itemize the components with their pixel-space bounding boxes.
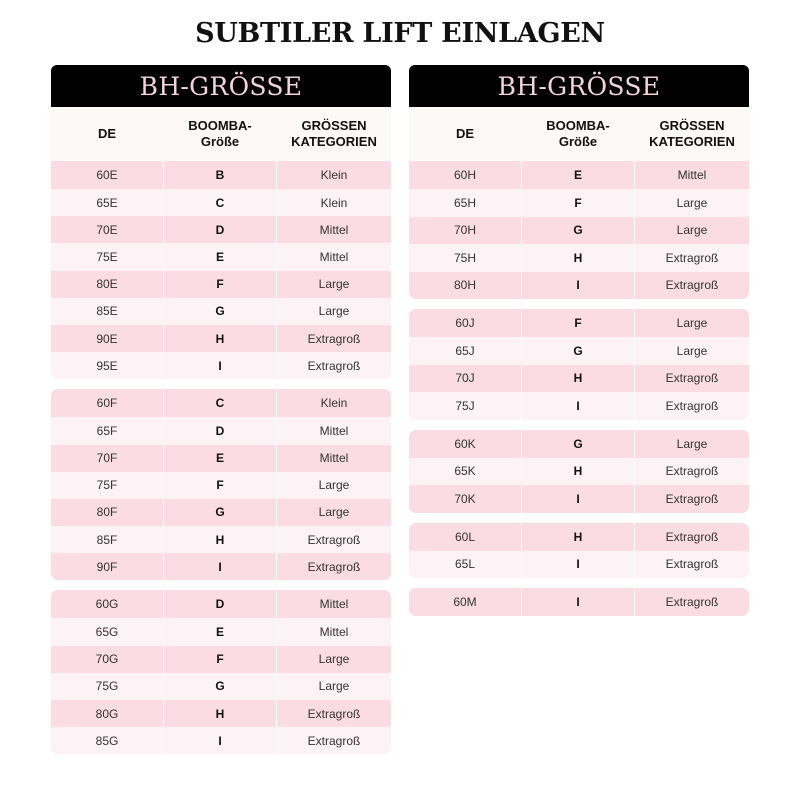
cell-boomba: E <box>163 445 277 472</box>
col-header-kategorien-line2: KATEGORIEN <box>649 134 735 149</box>
cell-boomba: E <box>163 243 277 270</box>
cell-boomba: F <box>521 309 635 337</box>
table-row <box>51 298 391 325</box>
table-row <box>409 244 749 272</box>
cell-kategorie: Mittel <box>319 451 349 466</box>
table-row <box>409 458 749 486</box>
col-header-kategorien-line1: GRÖSSEN <box>301 118 367 133</box>
col-header-kategorien <box>635 118 749 150</box>
cell-kategorie: Klein <box>320 195 348 210</box>
cell-kategorie: Extragroß <box>665 491 719 506</box>
column-headers <box>409 107 749 161</box>
cell-boomba: E <box>521 161 635 189</box>
cell-kategorie: Large <box>676 195 708 210</box>
cell-de: 95E <box>96 358 118 373</box>
cell-de: 60L <box>454 529 476 544</box>
col-header-kategorien-line2: KATEGORIEN <box>291 134 377 149</box>
cell-de: 65H <box>453 195 476 210</box>
table-row <box>51 352 391 379</box>
cell-boomba: G <box>163 499 277 526</box>
cell-de: 60K <box>454 436 476 451</box>
size-table-right <box>409 65 749 616</box>
cell-kategorie: Extragroß <box>307 532 361 547</box>
cell-kategorie: Large <box>318 679 350 694</box>
cell-de: 60M <box>453 595 477 609</box>
cell-boomba: C <box>163 189 277 216</box>
table-row <box>409 161 749 189</box>
table-row <box>409 365 749 393</box>
table-row <box>409 523 749 551</box>
col-header-kategorien-line1: GRÖSSEN <box>659 118 725 133</box>
cell-boomba: D <box>163 216 277 243</box>
table-row <box>409 551 749 579</box>
row-group <box>51 389 391 580</box>
cell-kategorie: Large <box>318 277 350 292</box>
col-header-boomba-line1: BOOMBA- <box>546 118 610 133</box>
page-title: SUBTILER LIFT EINLAGEN <box>195 18 605 49</box>
table-row <box>51 590 391 618</box>
cell-de: 60H <box>453 168 476 182</box>
cell-boomba: H <box>163 700 277 727</box>
cell-boomba: I <box>163 352 277 379</box>
cell-boomba: E <box>163 618 277 645</box>
cell-boomba: C <box>163 389 277 417</box>
cell-kategorie: Extragroß <box>665 595 719 609</box>
table-row <box>51 161 391 189</box>
table-row <box>51 389 391 417</box>
cell-de: 75J <box>455 398 475 413</box>
table-row <box>51 472 391 499</box>
cell-kategorie: Extragroß <box>307 358 361 373</box>
col-header-de: DE <box>455 126 475 141</box>
table-row <box>51 499 391 526</box>
cell-kategorie: Large <box>676 223 708 238</box>
cell-boomba: I <box>163 727 277 754</box>
cell-de: 70F <box>96 451 118 466</box>
table-row <box>51 673 391 700</box>
cell-kategorie: Mittel <box>319 597 349 612</box>
row-groups <box>51 161 391 754</box>
cell-kategorie: Klein <box>320 168 348 182</box>
row-group <box>409 588 749 616</box>
table-row <box>409 217 749 245</box>
table-row <box>51 325 391 352</box>
cell-boomba: H <box>521 458 635 486</box>
table-row <box>409 588 749 616</box>
table-row <box>409 272 749 300</box>
cell-de: 60G <box>95 597 119 612</box>
col-header-boomba-line2: Größe <box>558 134 598 149</box>
cell-de: 90E <box>96 331 118 346</box>
cell-boomba: H <box>163 325 277 352</box>
cell-de: 80E <box>96 277 118 292</box>
cell-boomba: I <box>521 392 635 420</box>
cell-de: 70G <box>95 652 119 667</box>
col-header-boomba <box>521 118 635 150</box>
table-row <box>51 646 391 673</box>
row-group <box>51 590 391 754</box>
table-header: BH-GRÖSSE <box>51 65 391 107</box>
cell-kategorie: Large <box>318 478 350 493</box>
cell-kategorie: Extragroß <box>307 733 361 748</box>
cell-de: 85E <box>96 304 118 319</box>
cell-kategorie: Large <box>318 652 350 667</box>
cell-boomba: D <box>163 590 277 618</box>
table-row <box>409 430 749 458</box>
cell-boomba: G <box>521 217 635 245</box>
cell-boomba: F <box>521 189 635 217</box>
table-row <box>51 271 391 298</box>
cell-de: 65E <box>96 195 118 210</box>
col-header-boomba-line2: Größe <box>200 134 240 149</box>
cell-boomba: H <box>521 523 635 551</box>
cell-kategorie: Large <box>676 436 708 451</box>
cell-de: 70K <box>454 491 476 506</box>
column-headers <box>51 107 391 161</box>
cell-boomba: I <box>521 272 635 300</box>
cell-kategorie: Extragroß <box>307 331 361 346</box>
cell-boomba: F <box>163 472 277 499</box>
cell-kategorie: Extragroß <box>665 371 719 386</box>
cell-de: 75E <box>96 249 118 264</box>
cell-de: 60J <box>455 316 475 330</box>
cell-kategorie: Mittel <box>319 625 349 640</box>
cell-kategorie: Extragroß <box>665 250 719 265</box>
col-header-de: DE <box>97 126 117 141</box>
cell-boomba: F <box>163 271 277 298</box>
cell-boomba: I <box>521 551 635 579</box>
cell-de: 70J <box>455 371 475 386</box>
table-row <box>51 727 391 754</box>
table-row <box>409 337 749 365</box>
table-row <box>51 700 391 727</box>
cell-de: 60F <box>96 396 118 411</box>
cell-de: 65F <box>96 423 118 438</box>
cell-kategorie: Extragroß <box>665 529 719 544</box>
cell-kategorie: Extragroß <box>665 557 719 572</box>
table-row <box>51 553 391 580</box>
cell-boomba: H <box>163 526 277 553</box>
cell-boomba: I <box>521 485 635 513</box>
cell-de: 85G <box>95 733 119 748</box>
cell-kategorie: Mittel <box>319 249 349 264</box>
cell-de: 80H <box>453 278 476 293</box>
row-group <box>409 161 749 299</box>
row-group <box>409 309 749 420</box>
cell-kategorie: Large <box>676 343 708 358</box>
table-row <box>409 189 749 217</box>
table-row <box>51 618 391 645</box>
cell-de: 70H <box>453 223 476 238</box>
cell-kategorie: Extragroß <box>665 464 719 479</box>
cell-kategorie: Large <box>318 505 350 520</box>
size-table-left <box>51 65 391 754</box>
col-header-boomba-line1: BOOMBA- <box>188 118 252 133</box>
cell-de: 75G <box>95 679 119 694</box>
table-header: BH-GRÖSSE <box>409 65 749 107</box>
cell-de: 60E <box>96 168 118 182</box>
table-row <box>51 243 391 270</box>
table-row <box>51 417 391 444</box>
cell-de: 65J <box>455 343 475 358</box>
cell-de: 70E <box>96 222 118 237</box>
cell-boomba: G <box>163 673 277 700</box>
table-row <box>51 189 391 216</box>
col-header-kategorien <box>277 118 391 150</box>
cell-de: 80F <box>96 505 118 520</box>
cell-boomba: F <box>163 646 277 673</box>
cell-boomba: G <box>521 430 635 458</box>
table-row <box>51 526 391 553</box>
cell-kategorie: Mittel <box>677 168 707 182</box>
cell-de: 65K <box>454 464 476 479</box>
row-group <box>409 430 749 513</box>
table-row <box>51 216 391 243</box>
cell-boomba: H <box>521 365 635 393</box>
cell-kategorie: Large <box>318 304 350 319</box>
cell-boomba: G <box>163 298 277 325</box>
cell-de: 90F <box>96 559 118 574</box>
row-group <box>51 161 391 379</box>
cell-de: 75F <box>96 478 118 493</box>
cell-kategorie: Mittel <box>319 423 349 438</box>
cell-de: 85F <box>96 532 118 547</box>
cell-boomba: G <box>521 337 635 365</box>
cell-kategorie: Extragroß <box>307 706 361 721</box>
cell-kategorie: Extragroß <box>307 559 361 574</box>
cell-de: 80G <box>95 706 119 721</box>
table-row <box>51 445 391 472</box>
cell-boomba: B <box>163 161 277 189</box>
cell-boomba: I <box>521 588 635 616</box>
cell-de: 65L <box>454 557 476 572</box>
cell-kategorie: Klein <box>320 396 348 411</box>
row-groups <box>409 161 749 616</box>
cell-boomba: D <box>163 417 277 444</box>
col-header-boomba <box>163 118 277 150</box>
table-row <box>409 485 749 513</box>
cell-boomba: H <box>521 244 635 272</box>
cell-kategorie: Extragroß <box>665 398 719 413</box>
cell-kategorie: Mittel <box>319 222 349 237</box>
cell-kategorie: Large <box>676 316 708 330</box>
table-row <box>409 309 749 337</box>
cell-de: 75H <box>453 250 476 265</box>
cell-boomba: I <box>163 553 277 580</box>
row-group <box>409 523 749 579</box>
table-row <box>409 392 749 420</box>
cell-kategorie: Extragroß <box>665 278 719 293</box>
cell-de: 65G <box>95 625 119 640</box>
